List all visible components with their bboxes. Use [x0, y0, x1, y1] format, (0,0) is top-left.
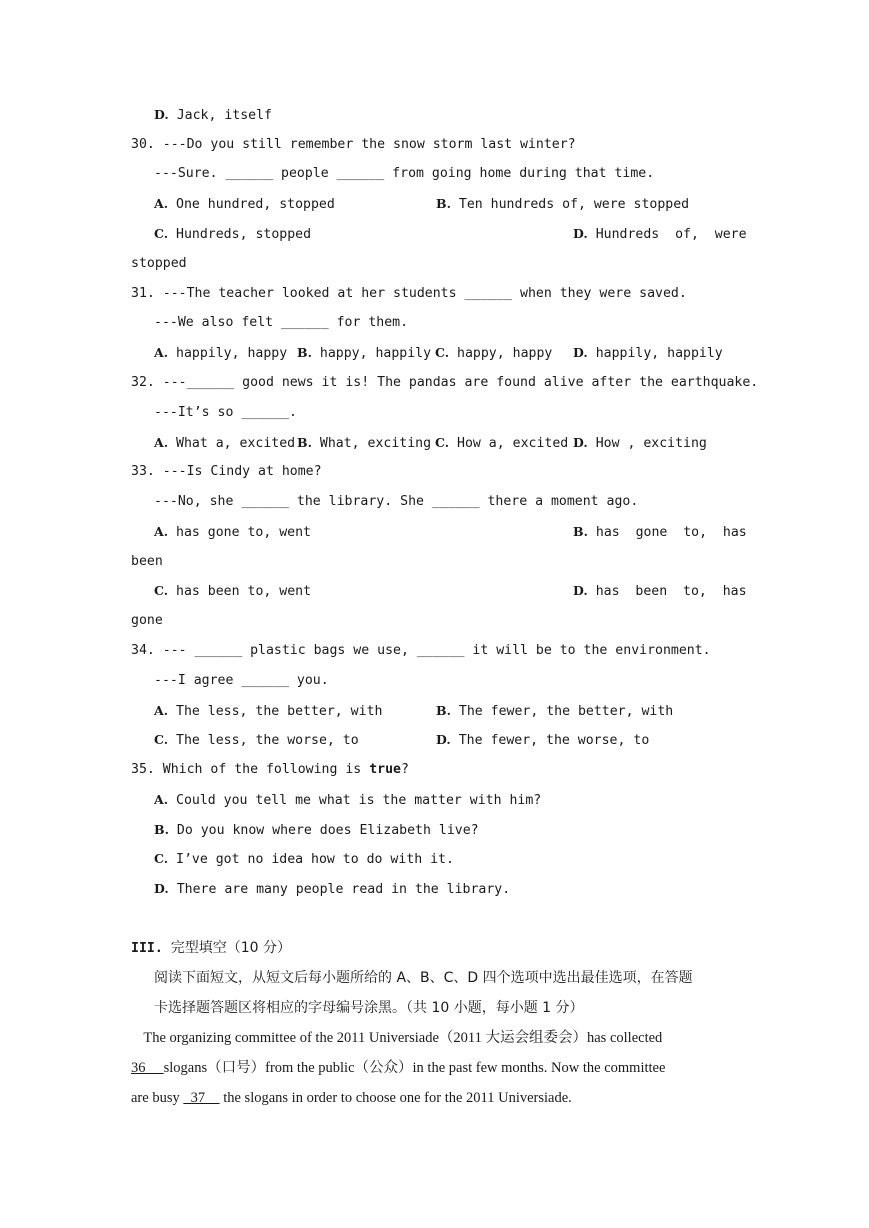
- q32-option-d: [573, 434, 707, 453]
- passage-line-3: [131, 1089, 572, 1107]
- option-letter: D.: [573, 583, 588, 598]
- q33-option-a: [154, 523, 311, 542]
- q33-option-b: [573, 523, 747, 542]
- option-text: Could you tell me what is the matter with him?: [176, 793, 542, 808]
- option-letter: B.: [573, 524, 588, 539]
- option-text: I’ve got no idea how to do with it.: [176, 852, 454, 867]
- option-text: What, exciting: [319, 436, 432, 451]
- q30-option-d: [573, 225, 747, 244]
- option-letter: C.: [154, 583, 169, 598]
- option-text: There are many people read in the library.: [176, 882, 511, 897]
- option-letter: C.: [154, 851, 169, 866]
- q30-option-b: [436, 195, 689, 214]
- option-letter: B.: [297, 435, 312, 450]
- option-text: Ten hundreds of, were stopped: [458, 197, 690, 212]
- option-text: The less, the better, with: [176, 704, 383, 719]
- q35-option-c: [154, 850, 454, 869]
- section-number: III.: [131, 941, 163, 956]
- q31-option-d: [573, 344, 723, 363]
- option-letter: B.: [436, 703, 451, 718]
- option-letter: C.: [435, 345, 450, 360]
- option-text: Do you know where does Elizabeth live?: [176, 823, 479, 838]
- option-letter: B.: [436, 196, 451, 211]
- q34-option-d: [436, 731, 649, 750]
- option-text: How , exciting: [595, 436, 707, 451]
- question-32-stem: 32. ---______ good news it is! The pandas are found alive after the earthquake.: [131, 375, 759, 390]
- stem-emphasis: true: [369, 762, 401, 777]
- q33-option-d: [573, 582, 747, 601]
- question-33-reply: ---No, she ______ the library. She ______ there a moment ago.: [154, 494, 639, 509]
- q35-option-a: [154, 791, 541, 810]
- option-letter: A.: [154, 792, 169, 807]
- q32-option-a: [154, 434, 295, 453]
- option-text: happily, happily: [595, 346, 723, 361]
- option-letter: D.: [436, 732, 451, 747]
- section-3-instruction-line-1: 阅读下面短文，从短文后每小题所给的 A、B、C、D 四个选项中选出最佳选项，在答题: [154, 970, 693, 986]
- option-letter: D.: [573, 435, 588, 450]
- passage-text: are busy: [131, 1090, 184, 1106]
- question-31-stem: 31. ---The teacher looked at her students ______ when they were saved.: [131, 286, 687, 301]
- option-letter: A.: [154, 196, 169, 211]
- option-text: has gone to, has: [595, 525, 747, 540]
- question-33-stem: 33. ---Is Cindy at home?: [131, 464, 322, 479]
- q31-option-b: [297, 344, 431, 363]
- passage-text: the slogans in order to choose one for the 2011 Universiade.: [219, 1090, 572, 1106]
- q34-option-b: [436, 702, 673, 721]
- q31-option-c: [435, 344, 552, 363]
- q34-option-a: [154, 702, 382, 721]
- question-32-reply: ---It’s so ______.: [154, 405, 297, 420]
- stem-text: 35. Which of the following is: [131, 762, 370, 777]
- question-30-reply: ---Sure. ______ people ______ from going home during that time.: [154, 166, 655, 181]
- option-letter: D.: [573, 226, 588, 241]
- blank-37: 37: [183, 1090, 220, 1106]
- option-letter: A.: [154, 524, 169, 539]
- question-34-reply: ---I agree ______ you.: [154, 673, 329, 688]
- option-text: has been to, went: [176, 584, 312, 599]
- q33-option-b-wrap: been: [131, 554, 163, 569]
- option-text: Hundreds, stopped: [176, 227, 312, 242]
- question-34-stem: 34. --- ______ plastic bags we use, ______ it will be to the environment.: [131, 643, 711, 658]
- q34-option-c: [154, 731, 359, 750]
- option-text: has been to, has: [595, 584, 747, 599]
- option-letter: A.: [154, 345, 169, 360]
- section-3-instruction-line-2: 卡选择题答题区将相应的字母编号涂黑。（共 10 小题，每小题 1 分）: [154, 1000, 584, 1016]
- option-text: Jack, itself: [176, 108, 272, 123]
- option-text: Hundreds of, were: [595, 227, 747, 242]
- option-letter: A.: [154, 703, 169, 718]
- option-text: happy, happily: [319, 346, 432, 361]
- blank-36: 36: [131, 1060, 164, 1076]
- q30-option-d-wrap: stopped: [131, 256, 187, 271]
- question-31-reply: ---We also felt ______ for them.: [154, 315, 409, 330]
- option-letter: C.: [435, 435, 450, 450]
- option-letter: B.: [297, 345, 312, 360]
- option-text: The less, the worse, to: [176, 733, 359, 748]
- option-text: happily, happy: [176, 346, 288, 361]
- passage-text: slogans（口号）from the public（公众）in the past few months. Now the committee: [163, 1060, 666, 1076]
- q30-option-c: [154, 225, 311, 244]
- passage-line-1: The organizing committee of the 2011 Universiade（2011 大运会组委会）has collected: [140, 1030, 663, 1046]
- passage-line-2: [131, 1059, 665, 1077]
- q33-option-d-wrap: gone: [131, 613, 163, 628]
- option-text: The fewer, the worse, to: [458, 733, 650, 748]
- option-letter: A.: [154, 435, 169, 450]
- option-letter: B.: [154, 822, 169, 837]
- q32-option-b: [297, 434, 431, 453]
- option-letter: C.: [154, 226, 169, 241]
- option-text: has gone to, went: [176, 525, 311, 540]
- option-letter: D.: [573, 345, 588, 360]
- option-text: What a, excited: [176, 436, 296, 451]
- q29-option-d: [154, 106, 272, 125]
- q30-option-a: [154, 195, 335, 214]
- option-text: One hundred, stopped: [176, 197, 335, 212]
- question-35-stem: [131, 761, 409, 779]
- section-title: 完型填空（10 分）: [170, 940, 291, 956]
- option-letter: C.: [154, 732, 169, 747]
- question-30-stem: 30. ---Do you still remember the snow storm last winter?: [131, 137, 576, 152]
- stem-end: ?: [400, 762, 409, 777]
- option-letter: D.: [154, 881, 169, 896]
- q35-option-b: [154, 821, 479, 840]
- q31-option-a: [154, 344, 287, 363]
- q35-option-d: [154, 880, 510, 899]
- q32-option-c: [435, 434, 568, 453]
- option-letter: D.: [154, 107, 169, 122]
- option-text: How a, excited: [457, 436, 569, 451]
- option-text: happy, happy: [457, 346, 553, 361]
- q33-option-c: [154, 582, 311, 601]
- option-text: The fewer, the better, with: [458, 704, 674, 719]
- section-3-heading: [131, 939, 291, 958]
